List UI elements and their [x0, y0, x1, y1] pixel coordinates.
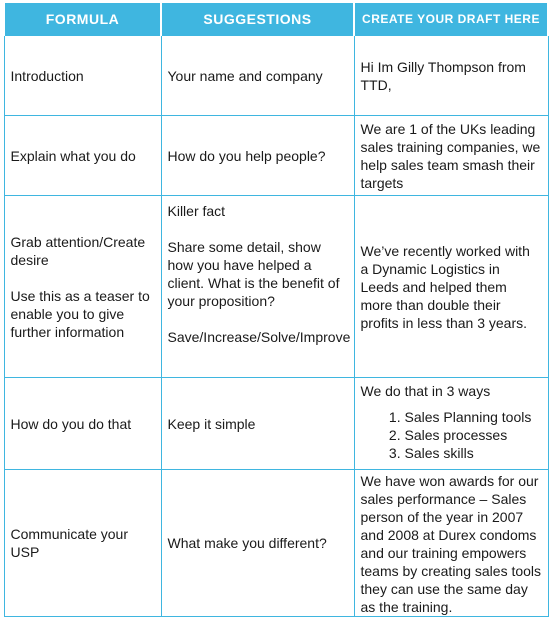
- draft-text: We are 1 of the UKs leading sales training companies, we help sales team smash their targets: [360, 121, 541, 191]
- draft-cell[interactable]: [354, 378, 548, 470]
- suggestion-text: Killer fact: [167, 203, 226, 219]
- draft-cell[interactable]: [354, 116, 548, 196]
- draft-text: We have won awards for our sales performance – Sales person of the year in 2007 and 2008 at Durex condoms and our training empowers teams by creating sales tools they can use the same day as the training.: [360, 473, 542, 615]
- header-draft: CREATE YOUR DRAFT HERE: [354, 3, 548, 36]
- formula-cell: Explain what you do: [4, 116, 161, 196]
- formula-cell: Communicate your USP: [4, 470, 161, 617]
- formula-table: [3, 3, 549, 617]
- formula-cell: [4, 196, 161, 378]
- suggestion-extra-text: Save/Increase/Solve/Improve: [167, 329, 351, 345]
- table-row: [4, 470, 548, 617]
- formula-text: Grab attention/Create desire: [10, 233, 146, 268]
- formula-worksheet: [3, 3, 549, 617]
- suggestion-detail-text: Share some detail, show how you have helped a client. What is the benefit of your proposition?: [167, 239, 340, 309]
- draft-text: We do that in 3 ways: [360, 383, 491, 399]
- table-row: [4, 378, 548, 470]
- suggestion-cell: Keep it simple: [161, 378, 354, 470]
- suggestion-cell: What make you different?: [161, 470, 354, 617]
- list-item: 3. Sales skills: [405, 444, 542, 462]
- header-formula: FORMULA: [4, 3, 161, 36]
- draft-list: [361, 408, 542, 462]
- formula-cell: How do you do that: [4, 378, 161, 470]
- formula-cell: Introduction: [4, 36, 161, 116]
- draft-text: We’ve recently worked with a Dynamic Logistics in Leeds and helped them more than double their profits in less than 3 years.: [360, 242, 530, 331]
- draft-cell[interactable]: [354, 36, 548, 116]
- header-suggestions: SUGGESTIONS: [161, 3, 354, 36]
- suggestion-cell: How do you help people?: [161, 116, 354, 196]
- suggestion-cell: Your name and company: [161, 36, 354, 116]
- draft-text: Hi Im Gilly Thompson from TTD,: [360, 58, 526, 93]
- header-row: [4, 3, 548, 36]
- list-item: 1. Sales Planning tools: [405, 408, 542, 426]
- list-item: 2. Sales processes: [405, 426, 542, 444]
- table-row: [4, 116, 548, 196]
- draft-cell[interactable]: [354, 196, 548, 378]
- draft-cell[interactable]: [354, 470, 548, 617]
- table-row: [4, 36, 548, 116]
- table-row: [4, 196, 548, 378]
- formula-extra-text: Use this as a teaser to enable you to give further information: [10, 287, 150, 340]
- suggestion-cell: [161, 196, 354, 378]
